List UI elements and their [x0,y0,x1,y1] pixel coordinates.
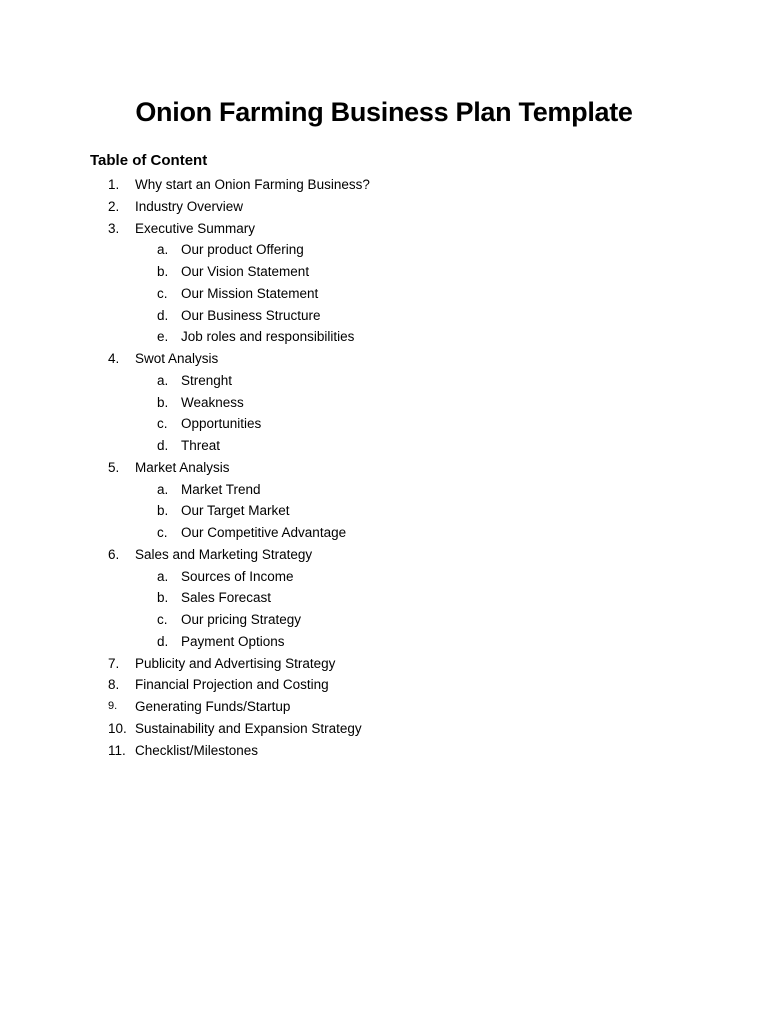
toc-item-label: Generating Funds/Startup [135,699,291,714]
toc-item [0,653,768,675]
toc-item-label: Why start an Onion Farming Business? [135,177,370,192]
toc-subitem-label: Our Business Structure [181,307,321,323]
toc-item [0,674,768,696]
toc-subitem [0,283,768,305]
toc-item [0,544,768,566]
toc-subitem-label: Job roles and responsibilities [181,329,355,345]
toc-subitem [0,587,768,609]
toc-item [0,696,768,718]
toc-item-label: Executive Summary [135,220,256,236]
toc-subitem [0,370,768,392]
toc-subitem-letter: e. [157,329,169,345]
toc-subitem [0,566,768,588]
toc-subitem-label: Our Vision Statement [181,264,310,279]
toc-item-label: Checklist/Milestones [135,742,259,758]
toc-item-label: Swot Analysis [135,351,219,366]
toc-item [0,457,768,479]
toc-subitem-letter: d. [157,633,169,649]
toc-subitem [0,435,768,457]
toc-item-number: 10. [108,720,127,736]
document-title: Onion Farming Business Plan Template [135,97,633,127]
toc-subitem [0,239,768,261]
toc-item-number: 1. [108,177,120,192]
toc-item [0,218,768,240]
toc-item-number: 11. [108,742,126,758]
toc-subitem-letter: a. [157,481,169,497]
toc-subitem-letter: c. [157,285,168,301]
toc-subitem [0,631,768,653]
toc-item-number: 7. [108,655,120,671]
toc-item-label: Industry Overview [135,198,244,214]
toc-subitem [0,479,768,501]
toc-item [0,174,768,196]
toc-item-number: 6. [108,546,120,562]
toc-subitem-letter: a. [157,242,169,258]
toc-item-number: 8. [108,677,120,693]
toc-subitem [0,413,768,435]
toc-subitem-letter: c. [157,525,168,540]
toc-item-label: Market Analysis [135,459,230,475]
toc-subitem-letter: b. [157,503,169,519]
toc-subitem-label: Our pricing Strategy [181,612,302,627]
toc-subitem-letter: d. [157,307,169,323]
toc-item-label: Sustainability and Expansion Strategy [135,720,362,736]
toc-heading: Table of Content [90,152,208,169]
toc-item-number: 2. [108,198,120,214]
toc-subitem-label: Our product Offering [181,242,304,258]
table-of-contents [0,174,768,761]
toc-subitem-label: Market Trend [181,481,261,497]
toc-item-label: Sales and Marketing Strategy [135,546,313,562]
toc-subitem-letter: b. [157,590,169,606]
toc-subitem-letter: c. [157,416,168,432]
toc-item-number: 9. [108,700,118,712]
toc-subitem-label: Sales Forecast [181,590,272,606]
toc-subitem-label: Opportunities [181,416,262,432]
toc-subitem [0,305,768,327]
toc-subitem-label: Threat [181,438,221,453]
toc-subitem-label: Payment Options [181,633,285,649]
toc-item-number: 3. [108,220,120,236]
toc-item-number: 4. [108,351,120,366]
toc-item [0,740,768,762]
toc-item-label: Publicity and Advertising Strategy [135,655,336,671]
toc-subitem [0,326,768,348]
toc-subitem-letter: a. [157,372,169,388]
toc-subitem-label: Our Competitive Advantage [181,525,347,540]
toc-subitem-label: Strenght [181,372,233,388]
toc-subitem [0,609,768,631]
toc-subitem-letter: c. [157,612,168,627]
toc-subitem-label: Sources of Income [181,568,294,584]
toc-subitem-label: Our Target Market [181,503,290,519]
toc-subitem [0,392,768,414]
toc-subitem-letter: d. [157,438,169,453]
toc-subitem-label: Our Mission Statement [181,285,319,301]
toc-subitem [0,261,768,283]
toc-item-number: 5. [108,459,120,475]
toc-item-label: Financial Projection and Costing [135,677,329,693]
toc-subitem-letter: b. [157,394,169,410]
toc-item [0,718,768,740]
toc-subitem-letter: a. [157,568,169,584]
toc-item [0,348,768,370]
toc-item [0,196,768,218]
toc-subitem-label: Weakness [181,394,244,410]
toc-subitem [0,522,768,544]
toc-subitem [0,500,768,522]
toc-subitem-letter: b. [157,264,169,279]
